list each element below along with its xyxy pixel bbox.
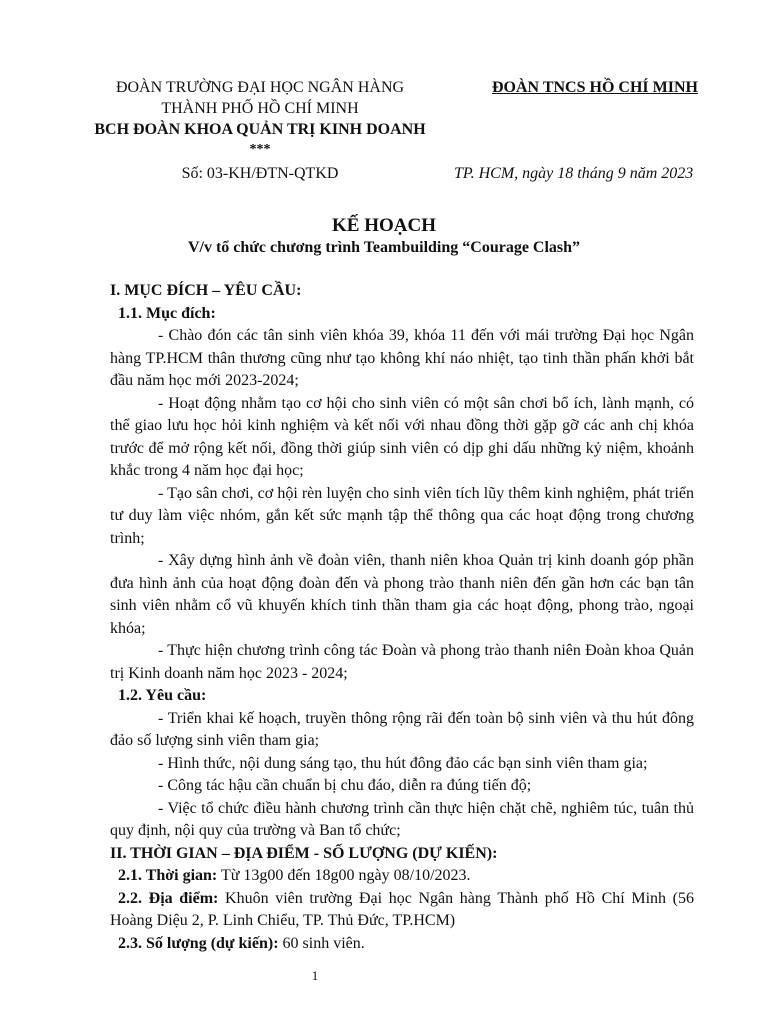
header-left-line2: THÀNH PHỐ HỒ CHÍ MINH <box>161 100 359 117</box>
requirement-item: - Việc tổ chức điều hành chương trình cần thực hiện chặt chẽ, nghiêm túc, tuân thủ quy định, nội quy của trường và Ban tổ chức; <box>110 799 694 839</box>
requirement-item: - Triển khai kế hoạch, truyền thông rộng rãi đến toàn bộ sinh viên và thu hút đông đảo số lượng sinh viên tham gia; <box>110 709 694 749</box>
header-right-org: ĐOÀN TNCS HỒ CHÍ MINH <box>492 79 698 96</box>
purpose-item: - Thực hiện chương trình công tác Đoàn và phong trào thanh niên Đoàn khoa Quản trị Kinh doanh năm học 2023 - 2024; <box>110 642 694 682</box>
count-line <box>110 933 694 956</box>
time-line <box>110 865 694 888</box>
place-line <box>110 888 694 933</box>
section2-heading: II. THỜI GIAN – ĐỊA ĐIỂM - SỐ LƯỢNG (DỰ KIẾN): <box>110 844 498 862</box>
purpose-item: - Xây dựng hình ảnh về đoàn viên, thanh niên khoa Quản trị kinh doanh góp phần đưa hình ảnh của hoạt động đoàn đến và phong trào thanh niên đến gần hơn các bạn tân sinh viên nhằm cổ vũ khuyến khích tinh thần tham gia các hoạt động, phong trào, ngoại khóa; <box>110 552 694 637</box>
header-left-line3: BCH ĐOÀN KHOA QUẢN TRỊ KINH DOANH <box>94 121 426 138</box>
count-value: 60 sinh viên. <box>278 934 365 952</box>
header-left-line1: ĐOÀN TRƯỜNG ĐẠI HỌC NGÂN HÀNG <box>115 79 405 96</box>
count-label: 2.3. Số lượng (dự kiến): <box>118 934 279 952</box>
requirement-heading: 1.2. Yêu cầu: <box>118 687 207 704</box>
page-number: 1 <box>311 968 319 983</box>
purpose-item: - Hoạt động nhằm tạo cơ hội cho sinh viên có một sân chơi bổ ích, lành mạnh, có thể giao lưu học hỏi kinh nghiệm và kết nối với nhau đồng thời gặp gỡ các anh chị khóa trước để mở rộng kết nối, đồng thời giúp sinh viên có dịp ghi dấu những kỷ niệm, khoảnh khắc trong 4 năm học đại học; <box>110 394 694 479</box>
section1-heading: I. MỤC ĐÍCH – YÊU CẦU: <box>110 282 302 299</box>
place-value: Khuôn viên trường Đại học Ngân hàng Thành phố Hồ Chí Minh (56 Hoàng Diệu 2, P. Linh Chiểu, TP. Thủ Đức, TP.HCM) <box>110 889 694 929</box>
requirement-item: - Hình thức, nội dung sáng tạo, thu hút đông đảo các bạn sinh viên tham gia; <box>158 754 648 772</box>
requirement-item: - Công tác hậu cần chuẩn bị chu đáo, diễn ra đúng tiến độ; <box>158 777 532 794</box>
purpose-item: - Chào đón các tân sinh viên khóa 39, khóa 11 đến với mái trường Đại học Ngân hàng TP.HCM thân thương cũng như tạo không khí náo nhiệt, tạo tinh thần phấn khởi bắt đầu năm học mới 2023-2024; <box>110 327 694 389</box>
header-stars: *** <box>249 142 271 157</box>
document-title: KẾ HOẠCH <box>332 215 436 236</box>
time-value: Từ 13g00 đến 18g00 ngày 08/10/2023. <box>217 867 471 884</box>
document-subtitle: V/v tổ chức chương trình Teambuilding “Courage Clash” <box>187 239 581 256</box>
time-label: 2.1. Thời gian: <box>118 867 218 884</box>
purpose-heading: 1.1. Mục đích: <box>118 304 216 322</box>
place-label: 2.2. Địa điểm: <box>118 889 219 907</box>
purpose-item: - Tạo sân chơi, cơ hội rèn luyện cho sinh viên tích lũy thêm kinh nghiệm, phát triển tư duy làm việc nhóm, gắn kết sức mạnh tập thể thông qua các hoạt động trong chương trình; <box>110 484 694 547</box>
document-number: Số: 03-KH/ĐTN-QTKD <box>181 165 339 182</box>
document-body <box>110 280 694 955</box>
document-date: TP. HCM, ngày 18 tháng 9 năm 2023 <box>454 165 694 182</box>
